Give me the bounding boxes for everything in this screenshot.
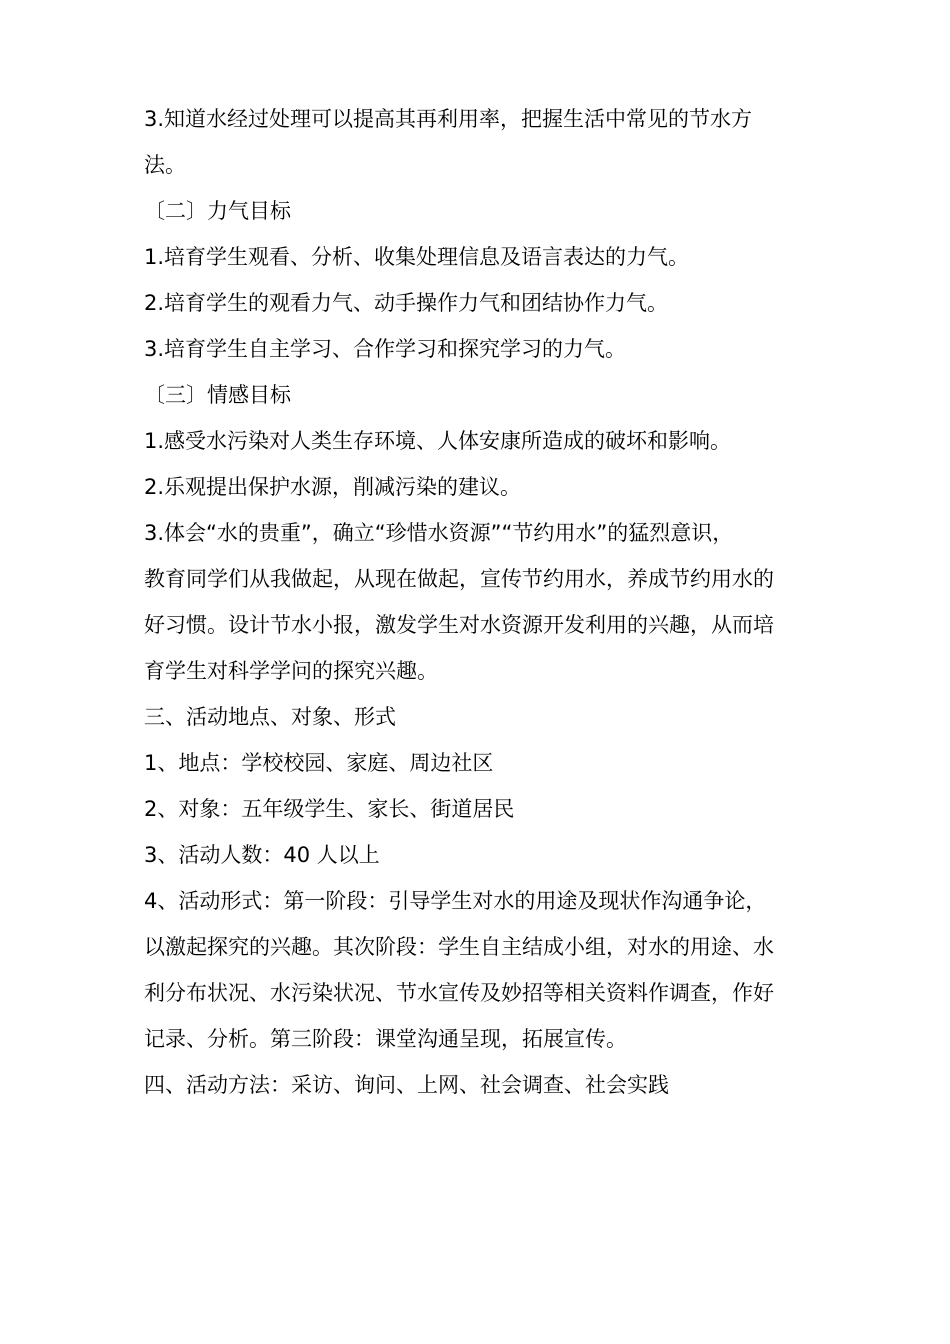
text-line: 利分布状况、水污染状况、节水宣传及妙招等相关资料作调查，作好 [144, 981, 774, 1005]
text-line: 3.培育学生自主学习、合作学习和探究学习的力气。 [144, 337, 627, 361]
section-heading: 三、活动地点、对象、形式 [144, 705, 396, 729]
text-line: 2.培育学生的观看力气、动手操作力气和团结协作力气。 [144, 291, 669, 315]
section-heading: 四、活动方法：采访、询问、上网、社会调查、社会实践 [144, 1073, 669, 1097]
section-heading: 〔二〕力气目标 [144, 199, 291, 223]
text-line: 2.乐观提出保护水源，削减污染的建议。 [144, 475, 522, 499]
text-line: 好习惯。设计节水小报，激发学生对水资源开发利用的兴趣，从而培 [144, 613, 774, 637]
text-line: 1.培育学生观看、分析、收集处理信息及语言表达的力气。 [144, 245, 690, 269]
text-line: 教育同学们从我做起，从现在做起，宣传节约用水，养成节约用水的 [144, 567, 774, 591]
text-line: 育学生对科学学问的探究兴趣。 [144, 659, 438, 683]
text-line: 以激起探究的兴趣。其次阶段：学生自主结成小组，对水的用途、水 [144, 935, 774, 959]
text-line: 4、活动形式：第一阶段：引导学生对水的用途及现状作沟通争论， [144, 889, 767, 913]
text-line: 法。 [144, 153, 186, 177]
text-line: 1.感受水污染对人类生存环境、人体安康所造成的破坏和影响。 [144, 429, 732, 453]
text-line: 3.体会“水的贵重”，确立“珍惜水资源”“节约用水”的猛烈意识， [144, 521, 734, 545]
text-line: 记录、分析。第三阶段：课堂沟通呈现，拓展宣传。 [144, 1027, 627, 1051]
document-page [144, 96, 824, 1108]
text-line: 3、活动人数：40 人以上 [144, 843, 380, 867]
text-line: 1、地点：学校校园、家庭、周边社区 [144, 751, 494, 775]
section-heading: 〔三〕情感目标 [144, 383, 291, 407]
text-line: 3.知道水经过处理可以提高其再利用率，把握生活中常见的节水方 [144, 107, 753, 131]
text-line: 2、对象：五年级学生、家长、街道居民 [144, 797, 515, 821]
